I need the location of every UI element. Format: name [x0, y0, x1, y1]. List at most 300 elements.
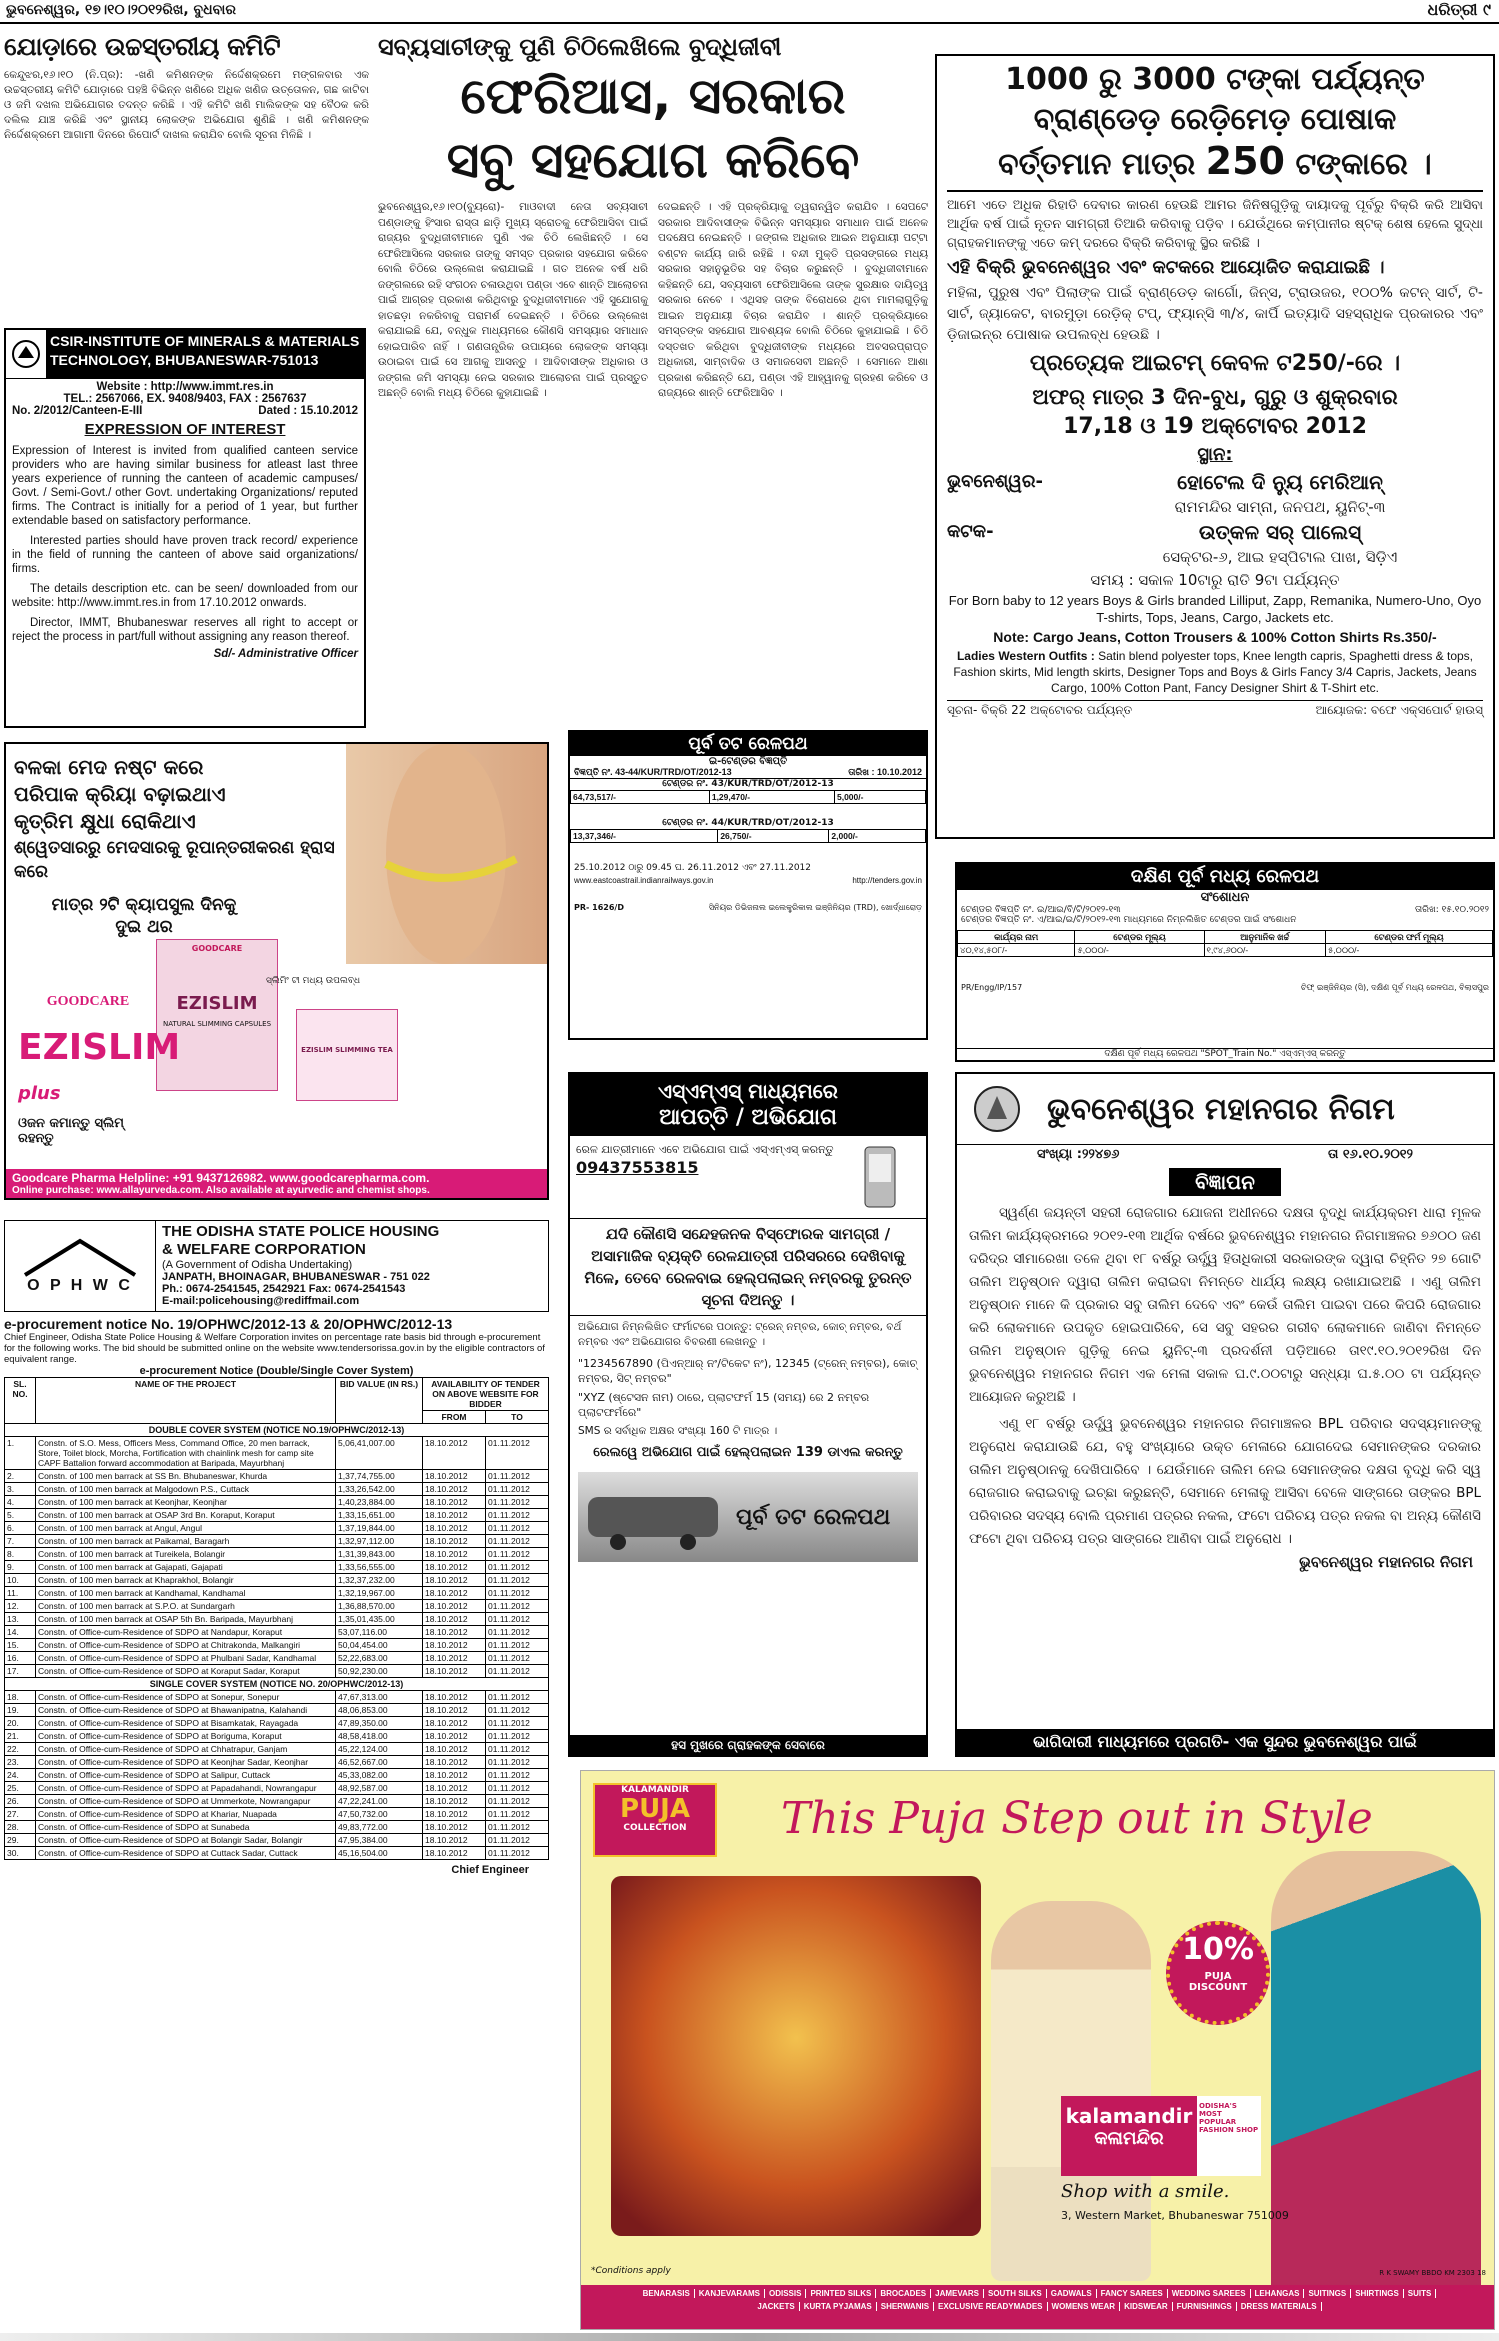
female-model-image — [1271, 1851, 1481, 2311]
train-image — [578, 1472, 918, 1562]
brand-label: SUITINGS — [1304, 2289, 1351, 2298]
cell-sl: 7. — [5, 1535, 36, 1548]
garment-line3c: ଟଙ୍କାରେ । — [1295, 147, 1432, 182]
ser-val-2: ୧,୯୪,୬୦୦/- — [1204, 944, 1326, 957]
main-col-2: ଦେଇଛନ୍ତି । ଏହି ପ୍ରକ୍ରିୟାକୁ ତ୍ୱରାନ୍ୱିତ କରାଯିବ । ସେପଟେ ସରକାର ଆଦିବାସୀଙ୍କ ବିଭିନ୍ନ ସମସ୍ୟାର ସମାଧାନ ପାଇଁ ଅନେକ ପଦକ୍ଷେପ ନେଇଛନ୍ତି । ଜଙ୍ଗଲ ଅଧିକାର ଆଇନ ଅନୁଯାୟୀ ପଟ୍ଟା ବଣ୍ଟନ କାର୍ଯ୍ୟ ଜାରି ରହିଛି । ବନ୍ଦୀ ମୁକ୍ତି ପ୍ରସଙ୍ଗରେ ମଧ୍ୟ ସରକାର ସହାନୁଭୂତିର ସହ ବିଚାର କରୁଛନ୍ତି । ବୁଦ୍ଧିଜୀବୀମାନେ କହିଛନ୍ତି ଯେ, ସବ୍ୟସାଚୀ ଫେରିଆସିଲେ ତାଙ୍କ ସୁରକ୍ଷାର ଦାୟିତ୍ୱ ସରକାର ନେବେ । ଏଥିସହ ତାଙ୍କ ବିରୋଧରେ ଥିବା ମାମଲାଗୁଡ଼ିକୁ ଆଇନ ଅନୁଯାୟୀ ବିଚାର କରାଯିବ । ଶାନ୍ତି ପ୍ରକ୍ରିୟାରେ ସମସ୍ତଙ୍କ ସହଯୋଗ ଆବଶ୍ୟକ ବୋଲି ଚିଠିରେ କୁହାଯାଇଛି । ଚିଠି ଦସ୍ତଖତ କରିଥିବା ବୁଦ୍ଧିଜୀବୀଙ୍କ ମଧ୍ୟରେ ଅବସରପ୍ରାପ୍ତ ଅଧିକାରୀ, ସାମ୍ବାଦିକ ଓ ସମାଜସେବୀ ଅଛନ୍ତି । ସେମାନେ ଆଶା ପ୍ରକାଶ କରିଛନ୍ତି ଯେ, ପଣ୍ଡା ଏହି ଆହ୍ୱାନକୁ ଗ୍ରହଣ କରିବେ ଓ ରାଜ୍ୟରେ ଶାନ୍ତି ଫେରିଆସିବ । — [658, 201, 928, 399]
cell-name: Constn. of 100 men barrack at S.P.O. at Sundargarh — [36, 1600, 336, 1613]
cell-from: 18.10.2012 — [423, 1470, 486, 1483]
kala-address: 3, Western Market, Bhubaneswar 751009 — [1061, 2209, 1289, 2222]
immt-para2: Interested parties should have proven track record/ experience in the field of running the canteen of above said organizations/ firms. — [12, 535, 358, 575]
single-section-title — [5, 1678, 549, 1691]
cell-from: 18.10.2012 — [423, 1691, 486, 1704]
brand-label: BENARASIS — [639, 2289, 695, 2298]
cell-to: 01.11.2012 — [486, 1535, 549, 1548]
ezislim-logo — [18, 1027, 181, 1114]
cell-bid: 50,04,454.00 — [336, 1639, 423, 1652]
cell-sl: 8. — [5, 1548, 36, 1561]
cell-sl: 30. — [5, 1847, 36, 1860]
rail-tender-sign: ସିନିୟର ଡିଭିଜନାଲ ଇଲେକ୍ଟ୍ରିକାଲ ଇଞ୍ଜିନିୟର (TRD), ଖୋର୍ଦ୍ଧାରୋଡ଼ — [708, 903, 922, 912]
cell-name: Constn. of Office-cum-Residence of SDPO at Bisamkatak, Rayagada — [36, 1717, 336, 1730]
cell-from: 18.10.2012 — [423, 1821, 486, 1834]
cell-from: 18.10.2012 — [423, 1483, 486, 1496]
cell-from: 18.10.2012 — [423, 1522, 486, 1535]
bmc-footer: ଭାଗିଦାରୀ ମାଧ୍ୟମରେ ପ୍ରଗତି- ଏକ ସୁନ୍ଦର ଭୁବନେଶ୍ୱର ପାଇଁ — [957, 1729, 1493, 1755]
table-row — [5, 1743, 549, 1756]
brand-label: KANJEVARAMS — [695, 2289, 765, 2298]
table-row — [5, 1509, 549, 1522]
table-row — [5, 1821, 549, 1834]
cell-bid: 1,37,74,755.00 — [336, 1470, 423, 1483]
cell-sl: 11. — [5, 1587, 36, 1600]
ezislim-box-product: EZISLIM — [176, 993, 258, 1014]
ezislim-bullet-1: ବଳକା ମେଦ ନଷ୍ଟ କରେ — [14, 755, 204, 779]
cell-sl: 20. — [5, 1717, 36, 1730]
cell-to: 01.11.2012 — [486, 1574, 549, 1587]
brand-label: SOUTH SILKS — [984, 2289, 1047, 2298]
kala-shop-smile: Shop with a smile. — [1061, 2181, 1230, 2202]
ophwc-th-bid: BID VALUE (IN RS.) — [336, 1378, 423, 1424]
cell-name: Constn. of Office-cum-Residence of SDPO at Papadahandi, Nowrangapur — [36, 1782, 336, 1795]
ezislim-box-brand: GOODCARE — [191, 944, 243, 953]
cell-to: 01.11.2012 — [486, 1613, 549, 1626]
ser-val-0: ୪୦,୧୪,୫୦୮/- — [958, 944, 1075, 957]
cell-bid: 48,06,853.00 — [336, 1704, 423, 1717]
table-row — [5, 1769, 549, 1782]
ezislim-box-label: NATURAL SLIMMING CAPSULES — [162, 1020, 272, 1028]
cell-name: Constn. of 100 men barrack at SS Bn. Bhubaneswar, Khurda — [36, 1470, 336, 1483]
rail-tender — [568, 730, 928, 1040]
ezislim-logo-text: EZISLIM — [18, 1027, 181, 1068]
cell-bid: 1,35,01,435.00 — [336, 1613, 423, 1626]
garment-line1: 1000 ରୁ 3000 ଟଙ୍କା ପର୍ଯ୍ୟନ୍ତ — [1005, 62, 1425, 97]
ezislim-tagline: ଓଜନ କମାନ୍ତୁ ସ୍ଲିମ୍ ରହନ୍ତୁ — [18, 1116, 124, 1146]
cell-name: Constn. of Office-cum-Residence of SDPO at Bhawanipatna, Kalahandi — [36, 1704, 336, 1717]
cell-name: Constn. of Office-cum-Residence of SDPO at Sonepur, Sonepur — [36, 1691, 336, 1704]
brand-label: JACKETS — [753, 2302, 799, 2311]
cell-to: 01.11.2012 — [486, 1704, 549, 1717]
cell-name: Constn. of 100 men barrack at Tureikela, Bolangir — [36, 1548, 336, 1561]
sms-footer: ହସ ମୁଖରେ ଗ୍ରାହକଙ୍କ ସେବାରେ — [570, 1735, 926, 1755]
table-row — [5, 1574, 549, 1587]
cell-from: 18.10.2012 — [423, 1509, 486, 1522]
cell-sl: 9. — [5, 1561, 36, 1574]
garment-highlight: ଏହି ବିକ୍ରି ଭୁବନେଶ୍ୱର ଏବଂ କଟକରେ ଆୟୋଜିତ କରାଯାଇଛି । — [947, 257, 1385, 278]
brand-label: SHIRTINGS — [1351, 2289, 1404, 2298]
ophwc-notice — [4, 1220, 549, 2330]
sms-helpline: ରେଲୱେ ଅଭିଯୋଗ ପାଇଁ ହେଲ୍ପଲାଇନ 139 ଡାଏଲ କରନ୍ତୁ — [593, 1445, 903, 1460]
page-header — [0, 0, 1499, 24]
cell-name: Constn. of Office-cum-Residence of SDPO at Salipur, Cuttack — [36, 1769, 336, 1782]
cell-sl: 26. — [5, 1795, 36, 1808]
immt-website: Website : http://www.immt.res.in — [96, 381, 274, 393]
ophwc-email: E-mail:policehousing@rediffmail.com — [162, 1295, 360, 1307]
venue1-name: ହୋଟେଲ ଦି ନ୍ୟୁ ମେରିଆନ୍ — [1177, 470, 1383, 494]
cell-bid: 5,06,41,007.00 — [336, 1437, 423, 1470]
masthead: ଧରିତ୍ରୀ ୯ — [1427, 0, 1491, 19]
cell-bid: 53,07,116.00 — [336, 1626, 423, 1639]
ser-bottom: ଚିଫ୍ ଇଞ୍ଜିନିୟର (ସି), ଦକ୍ଷିଣ ପୂର୍ବ ମଧ୍ୟ ରେଳପଥ, ବିଲାସପୁର — [1300, 983, 1489, 992]
cell-sl: 13. — [5, 1613, 36, 1626]
discount-txt2: DISCOUNT — [1188, 1982, 1248, 1993]
garment-line2: ବ୍ରାଣ୍ଡେଡ଼ ରେଡ଼ିମେଡ଼ ପୋଷାକ — [1033, 102, 1397, 137]
sms-logo: ପୂର୍ବ ତଟ ରେଳପଥ — [736, 1504, 891, 1530]
immt-logo-icon — [6, 330, 46, 378]
table-row — [5, 1704, 549, 1717]
immt-no: No. 2/2012/Canteen-E-III — [12, 405, 143, 417]
table-row — [5, 1548, 549, 1561]
bmc-subtitle: ବିଜ୍ଞାପନ — [1169, 1168, 1281, 1196]
brand-label: WEDDING SAREES — [1168, 2289, 1251, 2298]
main-headline-1: ଫେରିଆସ, ସରକାର — [460, 67, 846, 125]
cell-bid: 1,32,97,112.00 — [336, 1535, 423, 1548]
cell-to: 01.11.2012 — [486, 1522, 549, 1535]
immt-para3: The details description etc. can be seen/ downloaded from our website: http://www.immt.res.in from 17.10.2012 onwards. — [12, 583, 358, 609]
ophwc-table-title: e-procurement Notice (Double/Single Cover System) — [139, 1365, 414, 1377]
cell-to: 01.11.2012 — [486, 1821, 549, 1834]
cell-to: 01.11.2012 — [486, 1756, 549, 1769]
immt-sign: Sd/- Administrative Officer — [213, 648, 358, 660]
immt-para1: Expression of Interest is invited from qualified canteen service providers who are having similar business for atleast last three years experience of running the canteen of academic campuses/ Govt. / Semi-Govt./ other Govt. undertaking Organizations/ reputed firms. The Contract is initially for a period of 1 year, but further extendable based on satisfactory performance. — [12, 445, 358, 527]
cell-name: Constn. of 100 men barrack at Angul, Angul — [36, 1522, 336, 1535]
page-bottom-rule — [0, 2333, 1499, 2341]
ezislim-bullet-4: ଶ୍ୱେତସାରରୁ ମେଦସାରକୁ ରୂପାନ୍ତରୀକରଣ ହ୍ରାସ କରେ — [14, 838, 335, 882]
cell-name: Constn. of Office-cum-Residence of SDPO at Nandapur, Koraput — [36, 1626, 336, 1639]
venue2-name: ଉତ୍କଳ ସର୍ ପାଲେସ୍ — [1198, 520, 1362, 544]
discount-txt1: PUJA — [1204, 1971, 1232, 1982]
immt-tel: TEL.: 2567066, EX. 9408/9403, FAX : 2567637 — [63, 393, 307, 405]
ophwc-name2: & WELFARE CORPORATION — [162, 1241, 366, 1258]
rail-t2-emd: 26,750/- — [718, 830, 829, 843]
ophwc-th-to: TO — [486, 1411, 549, 1424]
ophwc-gov: (A Government of Odisha Undertaking) — [162, 1259, 353, 1271]
cell-sl: 28. — [5, 1821, 36, 1834]
ezislim-ad — [4, 742, 549, 1200]
cell-bid: 49,83,772.00 — [336, 1821, 423, 1834]
discount-badge — [1166, 1921, 1270, 2025]
kala-credit: R K SWAMY BBDO KM 2303 18 — [1379, 2269, 1486, 2277]
kala-brands-row2 — [581, 2302, 1494, 2311]
brand-label: EXCLUSIVE READYMADES — [934, 2302, 1047, 2311]
cell-to: 01.11.2012 — [486, 1496, 549, 1509]
rail-tender-date: ତାରିଖ : 10.10.2012 — [848, 767, 922, 777]
cell-to: 01.11.2012 — [486, 1470, 549, 1483]
cell-to: 01.11.2012 — [486, 1743, 549, 1756]
cell-to: 01.11.2012 — [486, 1795, 549, 1808]
cell-from: 18.10.2012 — [423, 1626, 486, 1639]
venue2-city: କଟକ- — [947, 521, 994, 542]
immt-org-line2: TECHNOLOGY, BHUBANESWAR-751013 — [50, 352, 319, 368]
rail-tender-table-1 — [570, 790, 926, 804]
cell-name: Constn. of 100 men barrack at Paikamal, Baragarh — [36, 1535, 336, 1548]
cell-to: 01.11.2012 — [486, 1437, 549, 1470]
brand-label: LEHANGAS — [1251, 2289, 1305, 2298]
ser-subheader: ସଂଶୋଧନ — [1200, 890, 1250, 905]
cell-to: 01.11.2012 — [486, 1626, 549, 1639]
garment-note: Note: Cargo Jeans, Cotton Trousers & 100% Cotton Shirts Rs.350/- — [993, 629, 1437, 645]
venue1-city: ଭୁବନେଶ୍ୱର- — [947, 471, 1043, 492]
table-row — [5, 1600, 549, 1613]
cell-bid: 45,22,124.00 — [336, 1743, 423, 1756]
rail-tender-pr: PR- 1626/D — [574, 903, 624, 912]
cell-name: Constn. of Office-cum-Residence of SDPO at Ummerkote, Nowrangapur — [36, 1795, 336, 1808]
kala-headline: This Puja Step out in Style — [781, 1793, 1373, 1844]
sms-highlight: ଯଦି କୌଣସି ସନ୍ଦେହଜନକ ବିସ୍ଫୋରକ ସାମଗ୍ରୀ / ଅସାମାଜିକ ବ୍ୟକ୍ତି ରେଳଯାତ୍ରୀ ପରିସରରେ ଦେଖିବାକୁ ମିଳେ, ତେବେ ରେଳବାଇ ହେଲ୍ପଲାଇନ୍ ନମ୍ବରକୁ ତୁରନ୍ତ ସୂଚନା ଦିଅନ୍ତୁ । — [570, 1218, 926, 1316]
rail-tender-ref: ବିଜ୍ଞପ୍ତି ନଂ. 43-44/KUR/TRD/OT/2012-13 — [574, 767, 732, 777]
garment-line3a: ବର୍ତ୍ତମାନ ମାତ୍ର — [998, 147, 1196, 182]
rail-t1-cost: 64,73,517/- — [571, 791, 710, 804]
cell-sl: 17. — [5, 1665, 36, 1678]
rail-t1-emd: 1,29,470/- — [709, 791, 834, 804]
cell-sl: 14. — [5, 1626, 36, 1639]
cell-name: Constn. of Office-cum-Residence of SDPO at Phulbani Sadar, Kandhamal — [36, 1652, 336, 1665]
cell-to: 01.11.2012 — [486, 1509, 549, 1522]
brand-label: SHERWANIS — [877, 2302, 934, 2311]
cell-sl: 27. — [5, 1808, 36, 1821]
cell-sl: 16. — [5, 1652, 36, 1665]
table-row — [5, 1522, 549, 1535]
immt-notice — [4, 328, 366, 728]
cell-sl: 18. — [5, 1691, 36, 1704]
cell-bid: 47,67,313.00 — [336, 1691, 423, 1704]
cell-to: 01.11.2012 — [486, 1769, 549, 1782]
ezislim-tea-note: ସ୍ଲିମିଂ ଟୀ ମଧ୍ୟ ଉପଲବ୍ଧ — [266, 976, 361, 986]
cell-sl: 19. — [5, 1704, 36, 1717]
brand-label: FURNISHINGS — [1173, 2302, 1237, 2311]
bmc-emblem-icon — [967, 1079, 1027, 1139]
bmc-p2: ଏଣୁ ୧୮ ବର୍ଷରୁ ଊର୍ଦ୍ଧ୍ୱ ଭୁବନେଶ୍ୱର ମହାନଗର ନିଗମାଞ୍ଚଳର BPL ପରିବାର ସଦସ୍ୟମାନଙ୍କୁ ଅନୁରୋଧ କରାଯାଉଛି ଯେ, ବହୁ ସଂଖ୍ୟାରେ ଉକ୍ତ ମେଳାରେ ଯୋଗଦେଇ ସେମାନଙ୍କର ଦରକାର ତାଲିମ ଅନୁଷ୍ଠାନକୁ ଦେଖିପାରିବେ । ଯେଉଁମାନେ ତାଲିମ ନେଇ ସେମାନଙ୍କର ଦକ୍ଷତା ବୃଦ୍ଧି କରି ସ୍ୱ ରୋଜଗାର କରାଇବାକୁ ଇଚ୍ଛା କରୁଛନ୍ତି, ସେମାନେ ମେଳାକୁ ଆସିବା ବେଳେ ସାଙ୍ଗରେ ତାଙ୍କର BPL ପରିବାରର ସଦସ୍ୟ ବୋଲି ପ୍ରମାଣ ପତ୍ରର ନକଲ, ଫଟୋ ପରିଚୟ ପତ୍ର ନକଲ ବା ଅନ୍ୟ କୌଣସି ଫଟୋ ଥିବା ପରିଚୟ ପତ୍ର ସାଙ୍ଗରେ ଆଣିବା ପାଇଁ ଅନୁରୋଧ । — [969, 1416, 1481, 1547]
ser-pr: PR/Engg/IP/157 — [961, 983, 1023, 992]
ser-foot: ଦକ୍ଷିଣ ପୂର୍ବ ମଧ୍ୟ ରେଳପଥ "SPOT_Train No." ଏସ୍‌ଏମ୍‌ଏସ୍ କରନ୍ତୁ — [957, 1048, 1493, 1060]
cell-to: 01.11.2012 — [486, 1561, 549, 1574]
ophwc-th-sl: SL. NO. — [5, 1378, 36, 1424]
main-col-1: ଭୁବନେଶ୍ୱର,୧୬।୧୦(ବ୍ୟୁରୋ)- ମାଓବାଦୀ ନେତା ସବ୍ୟସାଚୀ ପଣ୍ଡାଙ୍କୁ ହିଂସାର ରାସ୍ତା ଛାଡ଼ି ମୁଖ୍ୟ ସ୍ରୋତକୁ ଫେରିଆସିବା ପାଇଁ ରାଜ୍ୟର ବୁଦ୍ଧିଜୀବୀମାନେ ପୁଣି ଏକ ଚିଠି ଲେଖିଛନ୍ତି । ସେ ଫେରିଆସିଲେ ସରକାର ତାଙ୍କୁ ସମସ୍ତ ପ୍ରକାର ସହଯୋଗ କରିବେ ବୋଲି ଚିଠିରେ ଉଲ୍ଲେଖ କରାଯାଇଛି । ଗତ ଅନେକ ବର୍ଷ ଧରି ଜଙ୍ଗଲରେ ରହି ସଂଗଠନ ଚଳାଉଥିବା ପଣ୍ଡା ଏବେ ଶାନ୍ତି ଆଲୋଚନା ପାଇଁ ଆଗ୍ରହ ପ୍ରକାଶ କରିଥିବାରୁ ବୁଦ୍ଧିଜୀବୀମାନେ ଏହି ସୁଯୋଗକୁ ହାତଛଡ଼ା ନକରିବାକୁ ପରାମର୍ଶ ଦେଇଛନ୍ତି । ଚିଠିରେ ଉଲ୍ଲେଖ କରାଯାଇଛି ଯେ, ବନ୍ଧୁକ ମାଧ୍ୟମରେ କୌଣସି ସମସ୍ୟାର ସମାଧାନ ହୋଇପାରିବ ନାହିଁ । ଗଣତାନ୍ତ୍ରିକ ଉପାୟରେ ଲୋକଙ୍କ ସମସ୍ୟା ଉଠାଇବା ପାଇଁ ସେ ଆଗକୁ ଆସନ୍ତୁ । ଆଦିବାସୀଙ୍କ ଅଧିକାର ଓ ଜଙ୍ଗଲ ଜମି ସମସ୍ୟା ନେଇ ସରକାର ଆଲୋଚନା ପାଇଁ ପ୍ରସ୍ତୁତ ଅଛନ୍ତି ବୋଲି ମଧ୍ୟ ଚିଠିରେ କୁହାଯାଇଛି । — [378, 201, 648, 399]
rail-t2-fee: 2,000/- — [829, 830, 926, 843]
rail-tender-web1: www.eastcoastrail.indianrailways.gov.in — [574, 876, 714, 885]
sms-example1: "1234567890 (ପିଏନ୍‌ଆର୍ ନଂ/ଟିକେଟ ନଂ), 12345 (ଟ୍ରେନ୍ ନମ୍ବର), କୋଚ୍ ନମ୍ବର, ସିଟ୍ ନମ୍ବର" — [578, 1357, 918, 1385]
brand-label: SUITS — [1404, 2289, 1437, 2298]
cell-sl: 23. — [5, 1756, 36, 1769]
garment-ladies-label: Ladies Western Outfits : — [956, 649, 1095, 663]
cell-from: 18.10.2012 — [423, 1769, 486, 1782]
table-row — [5, 1496, 549, 1509]
table-row — [5, 1626, 549, 1639]
brand-label: FANCY SAREES — [1097, 2289, 1168, 2298]
garment-line3 — [947, 140, 1483, 186]
kala-logo-en: kalamandir — [1065, 2104, 1193, 2128]
table-row — [5, 1587, 549, 1600]
garment-english1: For Born baby to 12 years Boys & Girls branded Lilliput, Zapp, Remanika, Numero-Uno, Oyo T-shirts, Tops, Jeans, Cargo, Jackets etc. — [948, 593, 1482, 625]
garment-products: ମହିଳା, ପୁରୁଷ ଏବଂ ପିଲାଙ୍କ ପାଇଁ ବ୍ରାଣ୍ଡେଡ଼ କାର୍ଗୋ, ଜିନ୍ସ, ଟ୍ରାଉଜର, ୧୦୦% କଟନ୍ ସାର୍ଟ, ଟି-ସାର୍ଟ, ଜ୍ୟାକେଟ, ବାରମୁଡ଼ା ରେଡ଼ିକ୍ ଟପ୍, ଫ୍ୟାନ୍ସି ୩/୪, କାର୍ପି ଇତ୍ୟାଦି ସହସ୍ରାଧିକ ପ୍ରକାରର ଏବଂ ଡ଼ିଜାଇନ୍‌ର ପୋଷାକ ଉପଲବ୍ଧ ହେଉଛି । — [947, 285, 1483, 343]
cell-from: 18.10.2012 — [423, 1574, 486, 1587]
cell-to: 01.11.2012 — [486, 1548, 549, 1561]
cell-from: 18.10.2012 — [423, 1730, 486, 1743]
ser-val-1: ୫,୦୦୦/- — [1075, 944, 1204, 957]
garment-venue-1 — [947, 468, 1483, 518]
cell-to: 01.11.2012 — [486, 1652, 549, 1665]
cell-from: 18.10.2012 — [423, 1756, 486, 1769]
cell-from: 18.10.2012 — [423, 1496, 486, 1509]
venue2-addr: ସେକ୍ଟର-୬, ଆଇ ହସ୍ପିଟାଲ ପାଖ, ସିଡ଼ିଏ — [1162, 548, 1398, 566]
cell-name: Constn. of Office-cum-Residence of SDPO at Sunabeda — [36, 1821, 336, 1834]
ser-th-0: କାର୍ଯ୍ୟର ନାମ — [958, 931, 1075, 944]
cell-from: 18.10.2012 — [423, 1808, 486, 1821]
table-row — [5, 1808, 549, 1821]
cell-name: Constn. of Office-cum-Residence of SDPO at Boriguma, Koraput — [36, 1730, 336, 1743]
ezislim-bullet-3: କୃତ୍ରିମ କ୍ଷୁଧା ରୋକିଥାଏ — [14, 809, 196, 833]
table-row — [5, 1613, 549, 1626]
ezislim-goodcare-logo: GOODCARE — [46, 994, 130, 1009]
immt-para4: Director, IMMT, Bhubaneswar reserves all right to accept or reject the process in part/full without assigning any reason thereof. — [12, 617, 358, 643]
cell-name: Constn. of Office-cum-Residence of SDPO at Bolangir Sadar, Bolangir — [36, 1834, 336, 1847]
garment-price-big: 250 — [1205, 139, 1285, 183]
rail-tender-t2: ଟେଣ୍ଡର ନଂ. 44/KUR/TRD/OT/2012-13 — [662, 818, 834, 828]
story-left — [4, 30, 369, 320]
cell-name: Constn. of 100 men barrack at Khaprakhol, Bolangir — [36, 1574, 336, 1587]
kala-logo-tag: ODISHA'S MOST POPULAR FASHION SHOP — [1197, 2096, 1261, 2176]
immt-date: Dated : 15.10.2012 — [258, 405, 358, 417]
cell-from: 18.10.2012 — [423, 1834, 486, 1847]
ser-notice — [955, 862, 1495, 1062]
main-kicker: ସବ୍ୟସାଚୀଙ୍କୁ ପୁଣି ଚିଠିଲେଖିଲେ ବୁଦ୍ଧିଜୀବୀ — [378, 33, 782, 61]
cell-to: 01.11.2012 — [486, 1782, 549, 1795]
kala-brands-row1 — [581, 2289, 1494, 2298]
immt-title: EXPRESSION OF INTEREST — [84, 421, 286, 438]
cell-from: 18.10.2012 — [423, 1535, 486, 1548]
kala-puja-top: KALAMANDIR — [621, 1785, 689, 1795]
kala-brands — [581, 2285, 1494, 2329]
main-headline-2: ସବୁ ସହଯୋଗ କରିବେ — [446, 131, 860, 189]
table-row — [5, 1834, 549, 1847]
venue1-addr: ରାମମନ୍ଦିର ସାମ୍ନା, ଜନପଥ, ୟୁନିଟ୍-୩ — [1174, 498, 1386, 516]
cell-sl: 15. — [5, 1639, 36, 1652]
cell-to: 01.11.2012 — [486, 1639, 549, 1652]
cell-name: Constn. of 100 men barrack at OSAP 5th Bn. Baripada, Mayurbhanj — [36, 1613, 336, 1626]
cell-bid: 1,33,15,651.00 — [336, 1509, 423, 1522]
table-row — [5, 1847, 549, 1860]
brand-label: KURTA PYJAMAS — [800, 2302, 877, 2311]
ser-l1: ଟେଣ୍ଡର ବିଜ୍ଞପ୍ତି ନଂ. ଇ/ଆଇ/ବି/ଟି/୨୦୧୨-୧୩ — [961, 905, 1121, 915]
cell-from: 18.10.2012 — [423, 1613, 486, 1626]
cell-name: Constn. of 100 men barrack at Kandhamal, Kandhamal — [36, 1587, 336, 1600]
brand-label: DRESS MATERIALS — [1237, 2302, 1322, 2311]
cell-to: 01.11.2012 — [486, 1808, 549, 1821]
mobile-phone-icon — [840, 1142, 920, 1212]
brand-label: BROCADES — [876, 2289, 931, 2298]
bmc-ref-no: ସଂଖ୍ୟା :୨୨୪୭୬ — [1037, 1147, 1120, 1162]
cell-name: Constn. of Office-cum-Residence of SDPO at Keonjhar Sadar, Keonjhar — [36, 1756, 336, 1769]
bmc-p1: ସ୍ୱର୍ଣ୍ଣ ଜୟନ୍ତୀ ସହରୀ ରୋଜଗାର ଯୋଜନା ଅଧୀନରେ ଦକ୍ଷତା ବୃଦ୍ଧି କାର୍ଯ୍ୟକ୍ରମ ଧାରା ମୂଳକ ତାଲିମ କାର୍ଯ୍ୟକ୍ରମରେ ୨୦୧୨-୧୩ ଆର୍ଥିକ ବର୍ଷରେ ଭୁବନେଶ୍ୱର ମହାନଗର ନିଗମାଞ୍ଚଳର ୭୬୦୦ ଜଣ ଦରିଦ୍ର ସୀମାରେଖା ତଳେ ଥିବା ୧୮ ବର୍ଷରୁ ଊର୍ଦ୍ଧ୍ୱ ହିତାଧିକାରୀ ସରକାରଙ୍କ ଦ୍ୱାରା ଚିହ୍ନିତ ୨୭ ଗୋଟି ତାଲିମ ଅନୁଷ୍ଠାନ ଦ୍ୱାରା ତାଲିମ କରାଇବା ନିମନ୍ତେ ଧାର୍ଯ୍ୟ ଲକ୍ଷ୍ୟ ରଖାଯାଇଅଛି । ଏଣୁ ତାଲିମ ଅନୁଷ୍ଠାନ ମାନେ କି ପ୍ରକାର ସବୁ ତାଲିମ ଦେବେ ଏବଂ କେଉଁ ତାଲିମ ପାଇବା ପରେ କିପରି ରୋଜଗାର କରି ଲୋକମାନେ ଉପକୃତ ହୋଇପାରିବେ, ସେ ସବୁ ସହରର ଗରୀବ ଲୋକମାନେ ଜାଣିବା ନିମନ୍ତେ ତାଲିମ ଅନୁଷ୍ଠାନ ଗୁଡ଼ିକୁ ନେଇ ୟୁନିଟ୍-୩ ପ୍ରଦର୍ଶନୀ ପଡ଼ିଆରେ ତା୧୯.୧୦.୨୦୧୨ରିଖ ଦିନ ଭୁବନେଶ୍ୱର ମହାନଗର ନିଗମ ଏକ ମେଳା ସକାଳ ଘ.୯.୦୦ଟାରୁ ସନ୍ଧ୍ୟା ଘ.୫.୦୦ ଟା ପର୍ଯ୍ୟନ୍ତ ଆୟୋଜନ କରୁଅଛି । — [969, 1205, 1481, 1405]
cell-from: 18.10.2012 — [423, 1437, 486, 1470]
rail-tender-header: ପୂର୍ବ ତଟ ରେଳପଥ — [570, 732, 926, 756]
ser-l2: ଟେଣ୍ଡର ବିଜ୍ଞପ୍ତି ନଂ. ଏ/ଆଇ/ଇ/ଟି/୨୦୧୨-୧୩ ମାଧ୍ୟମରେ ନିମ୍ନଲିଖିତ ଟେଣ୍ଡର ପାଇଁ ସଂଶୋଧନ — [961, 915, 1297, 925]
cell-sl: 29. — [5, 1834, 36, 1847]
cell-bid: 48,58,418.00 — [336, 1730, 423, 1743]
cell-from: 18.10.2012 — [423, 1561, 486, 1574]
cell-sl: 21. — [5, 1730, 36, 1743]
cell-from: 18.10.2012 — [423, 1587, 486, 1600]
kalamandir-logo — [1061, 2096, 1261, 2176]
kala-conditions: *Conditions apply — [591, 2266, 671, 2276]
cell-from: 18.10.2012 — [423, 1704, 486, 1717]
cell-sl: 1. — [5, 1437, 36, 1470]
story-left-body: କେନ୍ଦୁଝର,୧୬।୧୦ (ନି.ପ୍ର): -ଖଣି କମିଶନଙ୍କ ନିର୍ଦ୍ଦେଶକ୍ରମେ ମଙ୍ଗଳବାର ଏକ ଉଚ୍ଚସ୍ତରୀୟ କମିଟି ଯୋଡ଼ାରେ ପହଞ୍ଚି ବିଭିନ୍ନ ଖଣିରେ ଅଧିକ ଖଣିଜ ଉତ୍ତୋଳନ, ଗଛ କାଟିବା ଓ ଜମି ଦଖଲ ଅଭିଯୋଗର ତଦନ୍ତ କରିଛି । ଏହି କମିଟି ଖଣି ମାଲିକଙ୍କ ସହ ବୈଠକ କରି ଦଲିଲ ଯାଞ୍ଚ କରିଛି ଏବଂ ସ୍ଥାନୀୟ ଲୋକଙ୍କ ଅଭିଯୋଗ ଶୁଣିଛି । ଖଣି କମିଶନଙ୍କ ନିର୍ଦ୍ଦେଶକ୍ରମେ ଆଗାମୀ ଦିନରେ ରିପୋର୍ଟ ଦାଖଲ କରାଯିବ ବୋଲି ସୂଚନା ମିଳିଛି । — [4, 69, 369, 141]
ophwc-addr: JANPATH, BHOINAGAR, BHUBANESWAR - 751 022 — [162, 1271, 430, 1283]
ezislim-product-box — [156, 939, 278, 1091]
sms-intro: ରେଳ ଯାତ୍ରୀମାନେ ଏବେ ଅଭିଯୋଗ ପାଇଁ ଏସ୍‌ଏମ୍‌ଏସ୍ କରନ୍ତୁ — [576, 1143, 834, 1156]
table-row — [5, 1470, 549, 1483]
sms-title1: ଏସ୍‌ଏମ୍‌ଏସ୍ ମାଧ୍ୟମରେ — [658, 1079, 838, 1103]
cell-sl: 6. — [5, 1522, 36, 1535]
rail-t1-fee: 5,000/- — [834, 791, 925, 804]
rail-tender-t1: ଟେଣ୍ଡର ନଂ. 43/KUR/TRD/OT/2012-13 — [570, 778, 926, 790]
ezislim-logo-plus: plus — [18, 1083, 61, 1104]
table-row — [5, 1665, 549, 1678]
sms-number: 09437553815 — [576, 1158, 699, 1177]
rail-tender-subheader: ଇ-ଟେଣ୍ଡର ବିଜ୍ଞପ୍ତି — [708, 756, 788, 767]
sms-example2: "XYZ (ଷ୍ଟେସନ ନାମ) ଠାରେ, ପ୍ଲାଟଫର୍ମ 15 (ସମୟ) ରେ 2 ନମ୍ବର ପ୍ଲାଟଫର୍ମରେ" — [578, 1391, 870, 1419]
rail-t2-cost: 13,37,346/- — [571, 830, 718, 843]
kala-logo-od: କଳାମନ୍ଦିର — [1094, 2128, 1164, 2149]
cell-from: 18.10.2012 — [423, 1639, 486, 1652]
cell-sl: 25. — [5, 1782, 36, 1795]
cell-bid: 50,92,230.00 — [336, 1665, 423, 1678]
cell-from: 18.10.2012 — [423, 1652, 486, 1665]
single-section-label: SINGLE COVER SYSTEM (NOTICE NO. 20/OPHWC/2012-13) — [5, 1678, 549, 1691]
table-row — [5, 1639, 549, 1652]
immt-org-line1: CSIR-INSTITUTE OF MINERALS & MATERIALS — [50, 333, 360, 349]
cell-sl: 3. — [5, 1483, 36, 1496]
cell-name: Constn. of Office-cum-Residence of SDPO at Khariar, Nuapada — [36, 1808, 336, 1821]
cell-bid: 47,50,732.00 — [336, 1808, 423, 1821]
garment-offer-line2: 17,18 ଓ 19 ଅକ୍ଟୋବର 2012 — [1063, 414, 1367, 439]
bmc-sign: ଭୁବନେଶ୍ୱର ମହାନଗର ନିଗମ — [1299, 1553, 1473, 1571]
garment-intro: ଆମେ ଏତେ ଅଧିକ ରିହାତି ଦେବାର କାରଣ ହେଉଛି ଆମର ଜିନିଷଗୁଡ଼ିକୁ ଦାୟାଦକୁ ପୂର୍ବରୁ ବିକ୍ରି କରି ଆସିବା ଆର୍ଥିକ ବର୍ଷ ପାଇଁ ନୂତନ ସାମଗ୍ରୀ ତିଆରି କରିବାକୁ ପଡ଼ିବ । ଯେଉଁଥିରେ କମ୍ପାନୀର ଷ୍ଟକ୍ ଶେଷ ହେଲେ ସୁଦ୍ଧା ଗ୍ରାହକମାନଙ୍କୁ ଏତେ କମ୍ ଦରରେ ବିକ୍ରି କରିବାକୁ ସ୍ଥିର କରିଛି । — [947, 198, 1483, 251]
cell-from: 18.10.2012 — [423, 1717, 486, 1730]
ezislim-dose: ମାତ୍ର ୨ଟି କ୍ୟାପସୁଲ ଦିନକୁ ଦୁଇ ଥର — [51, 895, 237, 937]
cell-bid: 52,22,683.00 — [336, 1652, 423, 1665]
cell-bid: 1,40,23,884.00 — [336, 1496, 423, 1509]
ser-val-3: ୫,୦୦୦/- — [1326, 944, 1493, 957]
ser-table — [957, 930, 1493, 957]
table-row — [5, 1691, 549, 1704]
brand-label: PRINTED SILKS — [806, 2289, 876, 2298]
cell-bid: 1,31,39,843.00 — [336, 1548, 423, 1561]
cell-sl: 2. — [5, 1470, 36, 1483]
cell-name: Constn. of 100 men barrack at Keonjhar, Keonjhar — [36, 1496, 336, 1509]
rail-tender-table-2 — [570, 829, 926, 843]
cell-to: 01.11.2012 — [486, 1587, 549, 1600]
cell-from: 18.10.2012 — [423, 1847, 486, 1860]
table-row — [5, 1730, 549, 1743]
brand-label: WOMENS WEAR — [1048, 2302, 1121, 2311]
cell-sl: 4. — [5, 1496, 36, 1509]
cell-name: Constn. of 100 men barrack at Malgodown P.S., Cuttack — [36, 1483, 336, 1496]
garment-ladies — [947, 648, 1483, 696]
cell-to: 01.11.2012 — [486, 1665, 549, 1678]
cell-sl: 24. — [5, 1769, 36, 1782]
cell-to: 01.11.2012 — [486, 1717, 549, 1730]
sms-body: ଅଭିଯୋଗ ନିମ୍ନଲିଖିତ ଫର୍ମାଟରେ ପଠାନ୍ତୁ: ଟ୍ରେନ୍ ନମ୍ବର, କୋଚ୍ ନମ୍ବର, ବର୍ଥ ନମ୍ବର ଏବଂ ଅଭିଯୋଗର ବିବରଣୀ ଲେଖନ୍ତୁ । — [578, 1321, 902, 1348]
ser-header: ଦକ୍ଷିଣ ପୂର୍ବ ମଧ୍ୟ ରେଳପଥ — [957, 864, 1493, 890]
table-row — [5, 1717, 549, 1730]
cell-to: 01.11.2012 — [486, 1834, 549, 1847]
kala-puja-badge — [593, 1783, 717, 1857]
garment-venue-2 — [947, 518, 1483, 568]
cell-from: 18.10.2012 — [423, 1665, 486, 1678]
cell-bid: 47,95,384.00 — [336, 1834, 423, 1847]
bmc-title: ଭୁବନେଶ୍ୱର ମହାନଗର ନିଗମ — [1047, 1091, 1395, 1127]
table-row — [5, 1782, 549, 1795]
